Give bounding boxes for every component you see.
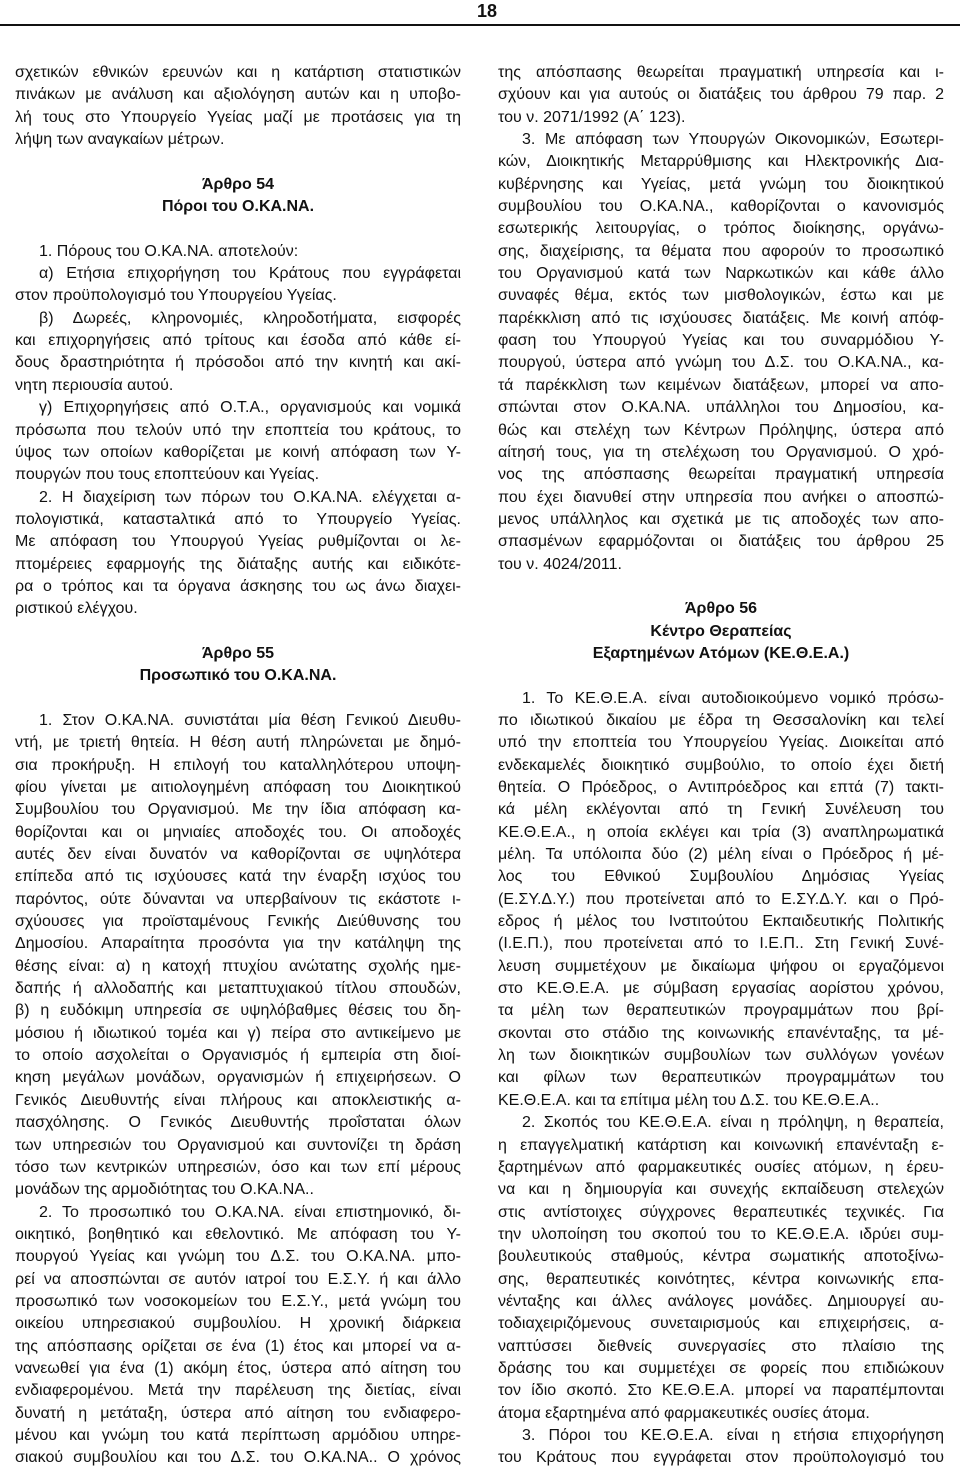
left-column-text-line: πολογιστικά, καταστaλτικά από το Υπουργείο Υγείας. [15, 510, 461, 528]
left-column-text-line: 2. Η διαχείριση των πόρων του Ο.ΚΑ.ΝΑ. ελέγχεται α- [39, 488, 461, 506]
right-column-text-line: η επαγγελματική κατάρτιση και κοινωνική επανένταξη ε- [498, 1136, 944, 1154]
left-column-text-line: μόσιου ή ιδιωτικού τομέα και γ) πείρα στο αντικείμενο με [15, 1024, 461, 1042]
left-column-text-line: σχετικών εθνικών ερευνών και η κατάρτιση στατιστικών [15, 64, 461, 81]
left-column-text-line: λήψη των αναγκαίων μέτρων. [15, 131, 225, 149]
right-column-text-line: φαση του Υπουργού Υγείας και του συναρμόδιου Υ- [498, 332, 944, 350]
right-column-text-line: του ν. 2071/1992 (Α΄ 123). [498, 108, 686, 126]
left-column-text-line: στον προϋπολογισμό του Υπουργείου Υγείας. [15, 287, 337, 305]
left-column-text-line: δαπής ή αλλοδαπής και μεταπτυχιακού τίτλου σπουδών, [15, 980, 461, 998]
right-column-text-line: στις αντίστοιχες σύγχρονες θεραπευτικές τεχνικές. Για [498, 1203, 944, 1221]
left-column-text-line: Γενικός Διευθυντής είναι πλήρους και αποκλειστικής α- [15, 1091, 461, 1109]
left-column-text-line: πρόσωπα που τελούν υπό την εποπτεία του κράτους, το [15, 421, 461, 439]
article-heading: Άρθρο 56 [684, 600, 757, 618]
left-column-text-line: σχύουσες για προϊσταμένους Γενικής Διεύθυνσης του [15, 913, 461, 931]
left-column-text-line: δυνατή η μετάταξη, ύστερα από αίτηση του ενδιαφερο- [15, 1404, 461, 1422]
right-column-text-line: εσωτερικής λειτουργίας, ο τρόπος διοίκησης, οργάνω- [498, 220, 944, 238]
right-column-text-line: βουλευτικούς σταθμούς, κέντρα σωματικής αποτοξίνω- [498, 1248, 944, 1266]
left-column-text-line: Δημοσίου. Απαραίτητα προσόντα για την κατάληψη της [15, 935, 461, 953]
right-column-text-line: που έχει διανυθεί στην υπηρεσία που ανήκει ο αποσπώ- [498, 488, 944, 506]
left-column-text-line: α) Ετήσια επιχορήγηση του Κράτους που εγγράφεται [39, 265, 461, 283]
right-column-text-line: ΚΕ.Θ.Ε.Α. και τα επίτιμα μέλη του Δ.Σ. του ΚΕ.Θ.Ε.Α.. [498, 1091, 880, 1109]
left-column-text-line: σια προκήρυξη. Η επιλογή του καταλληλότερου υποψη- [15, 756, 461, 774]
left-column-text-line: πουργών που τους εποπτεύουν και Υγείας. [15, 466, 320, 484]
right-column-text-line: δράσης του και συμμετέχει σε φορείς που επιδιώκουν [498, 1359, 944, 1377]
right-column-text-line: ΚΕ.Θ.Ε.Α., η οποία εκλέγει και τρία (3) αναπληρωματικά [498, 823, 944, 841]
right-column-text-line: της απόσπασης θεωρείται πραγματική υπηρεσία και ι- [498, 64, 944, 81]
left-column-text-line: μονάδων της αρμοδιότητας του Ο.ΚΑ.ΝΑ.. [15, 1181, 314, 1199]
left-column-spacer [15, 218, 461, 240]
left-column [15, 62, 461, 1470]
right-column-text-line: 3. Πόροι του ΚΕ.Θ.Ε.Α. είναι η ετήσια επιχορήγηση [522, 1426, 944, 1444]
right-column-text-line: 3. Με απόφαση των Υπουργών Οικονομικών, Εσωτερι- [522, 131, 944, 149]
left-column-text-line: των υπηρεσιών του Οργανισμού και συντονίζει τη δράση [15, 1136, 461, 1154]
right-column-text-line: νένταξης και άλλες ανάλογες μονάδες. Δημιουργεί αυ- [498, 1292, 944, 1310]
article-heading: Κέντρο Θεραπείας [650, 622, 792, 640]
right-column-text-line: του Οργανισμού κατά των Ναρκωτικών και κάθε άλλο [498, 265, 944, 283]
left-column-text-line: β) η ευδόκιμη υπηρεσία σε υψηλόβαθμες θέσεις του δη- [15, 1002, 461, 1020]
left-column-text-line: πτομέρειες εφαρμογής της διάταξης αυτής και ειδικότε- [15, 555, 461, 573]
left-column-text-line: 1. Στον Ο.ΚΑ.ΝΑ. συνιστάται μία θέση Γενικού Διευθυ- [39, 711, 461, 729]
right-column-text-line: (Ε.ΣΥ.Δ.Υ.) που προτείνεται από το Ε.ΣΥ.Δ.Υ. και ο Πρό- [498, 890, 944, 908]
left-column-text-line: τόσο των κεντρικών υπηρεσιών, όσο και των επί μέρους [15, 1158, 461, 1176]
left-column-text-line: 2. Το προσωπικό του Ο.ΚΑ.ΝΑ. είναι επιστημονικό, δι- [39, 1203, 461, 1221]
left-column-text-line: ριστικού ελέγχου. [15, 600, 138, 618]
right-column-text-line: νος της απόσπασης θεωρείται πραγματική υπηρεσία [498, 466, 944, 484]
right-column-text-line: εδρος ή μέλος του Ινστιτούτου Εκπαιδευτικής Πολιτικής [498, 913, 944, 931]
left-column-text-line: σιακού συμβουλίου και του Δ.Σ. του Ο.ΚΑ.ΝΑ.. Ο χρόνος [15, 1449, 461, 1467]
left-column-text-line: Με απόφαση του Υπουργού Υγείας ρυθμίζονται οι λε- [15, 533, 461, 551]
left-column-text-line: οικείου υπηρεσιακού συμβουλίου. Η χρονική διάρκεια [15, 1315, 461, 1333]
right-column-text-line: ναπτύσσει διεθνείς συνεργασίες στο πλαίσιο της [498, 1337, 944, 1355]
right-column-spacer [498, 576, 944, 598]
right-column-text-line: θώς και στελέχη των Κέντρων Πρόληψης, ύστερα από [498, 421, 944, 439]
page-header [0, 0, 960, 26]
right-column-text-line: υπό την εποπτεία του Υπουργείου Υγείας. Διοικείται από [498, 734, 944, 752]
right-column-text-line: σκονται στο στάδιο της κοινωνικής επανένταξης, τα μέ- [498, 1024, 944, 1042]
right-column-text-line: άτομα εξαρτημένα από φαρμακευτικές ουσίες άτομα. [498, 1404, 870, 1422]
right-column-text-line: λη των διοικητικών συμβουλίων των συλλόγων γονέων [498, 1047, 944, 1065]
right-column-text-line: μέλη. Τα υπόλοιπα δύο (2) μέλη είναι ο Πρόεδρος ή μέ- [498, 846, 944, 864]
right-column-text-line: τά παρέκκλιση των κειμένων διατάξεων, μπορεί να απο- [498, 376, 944, 394]
left-column-text-line: επίπεδα από τις ισχύουσες κατά την έναρξη ισχύος του [15, 868, 461, 886]
right-column-spacer [498, 665, 944, 687]
left-column-text-line: προσωπικό των νοσοκομείων του Ε.Σ.Υ., μετά γνώμη του [15, 1292, 461, 1310]
right-column-text-line: ξαρτημένων από φαρμακευτικές ουσίες ατόμων, η έρευ- [498, 1158, 944, 1176]
right-column-text-line: 2. Σκοπός του ΚΕ.Θ.Ε.Α. είναι η πρόληψη, η θεραπεία, [522, 1114, 944, 1132]
right-column-text-line: παρέκκλιση από τις ισχύουσες διατάξεις. Με κοινή απόφ- [498, 309, 944, 327]
left-column-text-line: γ) Επιχορηγήσεις από Ο.Τ.Α., οργανισμούς και νομικά [39, 399, 461, 417]
right-column-text-line: μενος υπάλληλος και σχετικά με τις αποδοχές των απο- [498, 510, 944, 528]
article-heading: Εξαρτημένων Ατόμων (ΚΕ.Θ.Ε.Α.) [592, 644, 850, 662]
right-column-text-line: πο ιδιωτικού δικαίου με έδρα τη Θεσσαλονίκη και τελεί [498, 711, 944, 729]
right-column-text-line: κών, Διοικητικής Μεταρρύθμισης και Ηλεκτρονικής Δια- [498, 153, 944, 171]
left-column-text-line: ρεί να αποσπώνται σε αυτόν ιατροί του Ε.Σ.Υ. ή και άλλο [15, 1270, 461, 1288]
left-column-text-line: δους δραστηριότητα ή πρόσοδοι από την κινητή και ακί- [15, 354, 461, 372]
right-column-text-line: πουργού, ύστερα από γνώμη του Δ.Σ. του Ο.ΚΑ.ΝΑ., κα- [498, 354, 944, 372]
left-column-text-line: ύψος των οποίων καθορίζεται με κοινή απόφαση των Υ- [15, 443, 461, 461]
right-column-text-line: κυβέρνησης και Υγείας, μετά γνώμη του διοικητικού [498, 175, 944, 193]
right-column-text-line: συναφές θέμα, εκτός των μισθολογικών, έστω και με [498, 287, 944, 305]
right-column-text-line: (Ι.Ε.Π.), που προτείνεται από το Ι.Ε.Π.. Στη Γενική Συνέ- [498, 935, 944, 953]
right-column-text-line: σπασμένων εφαρμόζονται οι διατάξεις του άρθρου 25 [498, 533, 944, 551]
right-column-text-line: τοδιαχειριζόμενους συνεταιρισμούς και επιχειρήσεις, α- [498, 1315, 944, 1333]
left-column-text-line: ρα ο τρόπος και τα όργανα άσκησης του ως άνω διαχει- [15, 577, 461, 595]
left-column-text-line: οικητικό, βοηθητικό και εθελοντικό. Με απόφαση του Υ- [15, 1225, 461, 1243]
left-column-text-line: της απόσπασης ορίζεται σε ένα (1) έτος και μπορεί να α- [15, 1337, 461, 1355]
right-column-text-line: κά μέλη εκλέγονται από τη Γενική Συνέλευση του [498, 801, 944, 819]
right-column-text-line: θητεία. Ο Πρόεδρος, ο Αντιπρόεδρος και επτά (7) τακτι- [498, 779, 944, 796]
left-column-text-line: πασχόλησης. Ο Γενικός Διευθυντής προΐσταται όλων [15, 1114, 461, 1132]
article-heading: Άρθρο 55 [201, 644, 274, 662]
left-column-text-line: κηση μεγάλων μονάδων, οργανισμών ή επιχειρήσεων. Ο [15, 1069, 461, 1087]
right-column-text-line: την υλοποίηση του σκοπού του το ΚΕ.Θ.Ε.Α. ιδρύει συμ- [498, 1225, 944, 1243]
right-column-text-line: αίτησή τους, για τη στελέχωση του Οργανισμού. Ο χρό- [498, 443, 944, 461]
right-column-text-line: 1. Το ΚΕ.Θ.Ε.Α. είναι αυτοδιοικούμενο νομικό πρόσω- [522, 689, 944, 707]
left-column-text-line: παρόντος, ούτε δύνανται να υπερβαίνουν τις εκάστοτε ι- [15, 890, 461, 908]
left-column-text-line: και επιχορηγήσεις από τρίτους και έσοδα από κάθε εί- [15, 332, 461, 350]
right-column-text-line: και φίλων των θεραπευτικών προγραμμάτων του [498, 1069, 944, 1087]
right-column-text-line: τα μέλη των θεραπευτικών προγραμμάτων που βρί- [498, 1002, 944, 1020]
right-column-text-line: του ν. 4024/2011. [498, 555, 622, 573]
article-heading: Άρθρο 54 [201, 175, 274, 193]
right-column-text-line: στο ΚΕ.Θ.Ε.Α. με σύμβαση εργασίας αορίστου χρόνου, [498, 980, 944, 998]
left-column-text-line: μένου και γνώμη του κατά περίπτωση αρμόδιου υπηρε- [15, 1426, 461, 1444]
left-column-text-line: φίου γίνεται με αιτιολογημένη απόφαση του Διοικητικού [15, 779, 461, 796]
right-column [498, 62, 944, 1470]
left-column-text-line: νητη περιουσία αυτού. [15, 376, 174, 394]
left-column-text-line: β) Δωρεές, κληρονομιές, κληροδοτήματα, εισφορές [39, 309, 461, 327]
left-column-text-line: ενδιαφερομένου. Μετά την παρέλευση της διετίας, είναι [15, 1382, 461, 1400]
left-column-spacer [15, 151, 461, 173]
right-column-text-line: λευση συμμετέχουν με δικαίωμα ψήφου οι εργαζόμενοι [498, 957, 944, 975]
left-column-text-line: λή τους στο Υπουργείο Υγείας μαζί με προτάσεις για τη [15, 108, 461, 126]
left-column-text-line: θέσης είναι: α) η κατοχή πτυχίου ανώτατης σχολής ημε- [15, 957, 461, 975]
left-column-spacer [15, 621, 461, 643]
left-column-text-line: 1. Πόρους του Ο.ΚΑ.ΝΑ. αποτελούν: [39, 242, 299, 260]
right-column-text-line: συμβουλίου του Ο.ΚΑ.ΝΑ., καθορίζονται ο κανονισμός [498, 198, 944, 216]
left-column-text-line: νανεωθεί για ένα (1) ακόμη έτος, ύστερα από αίτηση του [15, 1359, 461, 1377]
page-number: 18 [476, 1, 497, 21]
left-column-text-line: πινάκων με ανάλυση και αξιολόγηση αυτών και η υποβο- [15, 86, 461, 104]
left-column-text-line: το οποίο ασχολείται ο Οργανισμός ή εμπειρία στη διοί- [15, 1047, 461, 1065]
right-column-text-line: του Κράτους που εγγράφεται στον προϋπολογισμό του [498, 1449, 944, 1467]
article-heading: Πόροι του Ο.ΚΑ.ΝΑ. [161, 198, 315, 216]
left-column-text-line: θορίζονται και οι μηνιαίες αποδοχές του. Οι αποδοχές [15, 823, 461, 841]
right-column-text-line: ενδεκαμελές διοικητικό συμβούλιο, το οποίο έχει διετή [498, 756, 944, 774]
left-column-text-line: αυτές δεν είναι δυνατόν να καθορίζονται σε υψηλότερα [15, 846, 461, 864]
left-column-spacer [15, 688, 461, 710]
right-column-text-line: να και η δημιουργία και συνεχής εκπαίδευση στελεχών [498, 1181, 944, 1199]
right-column-text-line: σπώνται στον Ο.ΚΑ.ΝΑ. υπάλληλοι του Δημοσίου, κα- [498, 399, 944, 417]
right-column-text-line: λος του Εθνικού Συμβουλίου Δημόσιας Υγείας [498, 868, 944, 886]
right-column-text-line: σης, θεραπευτικές κοινότητες, κέντρα κοινωνικής επα- [498, 1270, 944, 1288]
article-heading: Προσωπικό του Ο.ΚΑ.ΝΑ. [139, 667, 337, 685]
header-rule [0, 24, 960, 26]
left-column-text-line: πουργού Υγείας και γνώμη του Δ.Σ. του Ο.ΚΑ.ΝΑ. μπο- [15, 1248, 461, 1266]
right-column-text-line: τον ίδιο σκοπό. Στο ΚΕ.Θ.Ε.Α. μπορεί να παραπέμπονται [498, 1382, 944, 1400]
left-column-text-line: ντή, με τριετή θητεία. Η θέση αυτή πληρώνεται με δημό- [15, 734, 461, 752]
right-column-text-line: σχύουν και για αυτούς οι διατάξεις του άρθρου 79 παρ. 2 [498, 86, 944, 104]
left-column-text-line: Συμβουλίου του Οργανισμού. Με την ίδια απόφαση κα- [15, 801, 461, 819]
right-column-text-line: σης, διαχείρισης, τα θέματα που αφορούν το προσωπικό [498, 242, 944, 260]
